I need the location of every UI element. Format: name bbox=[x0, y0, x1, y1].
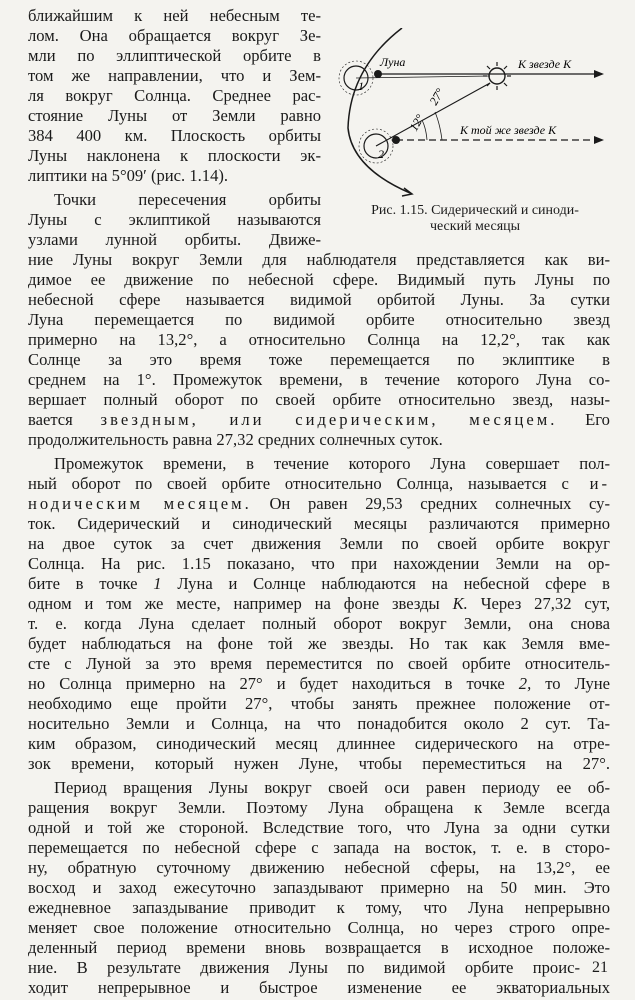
text-line: ток. Сидерический и синодический месяцы различаются примерно bbox=[28, 514, 610, 533]
text-span: Его bbox=[585, 410, 610, 429]
figure-sidereal-synodic bbox=[330, 28, 620, 208]
text-span: но Солнца примерно на 27° и будет находиться в точке bbox=[28, 674, 505, 693]
text-line: будет наблюдаться на фоне той же звезды. Но так как Земля вме- bbox=[28, 634, 610, 653]
text-line: сте с Луной за это время переместится по своей орбите относитель- bbox=[28, 654, 610, 673]
text-line: Луна перемещается по видимой орбите относительно звезд bbox=[28, 310, 610, 329]
text-line bbox=[28, 410, 610, 430]
text-line bbox=[28, 474, 610, 494]
term-sidereal-month: звездным, или сидерическим, месяцем. bbox=[100, 410, 558, 429]
text-line: небесной сфере называется видимой орбитой Луны. За сутки bbox=[28, 290, 610, 309]
to-same-star-label: К той же звезде К bbox=[460, 123, 557, 137]
sun-icon bbox=[489, 68, 505, 84]
text-line: ким образом, синодический месяц длиннее сидерического на отре- bbox=[28, 734, 610, 753]
text-line: димое ее движение по небесной сфере. Видимый путь Луны по bbox=[28, 270, 610, 289]
text-line: ежедневное запаздывание приводит к тому, что Луна непрерывно bbox=[28, 898, 610, 917]
text-line: ну, обратную суточному движению небесной сферы, на 13,2°, ее bbox=[28, 858, 610, 877]
text-line: Точки пересечения орбиты bbox=[54, 190, 321, 209]
text-span: бите в точке bbox=[28, 574, 138, 593]
text-span: Через 27,32 сут, bbox=[480, 594, 610, 613]
text-line: носительно Земли и Солнца, на что понадобится около 2 сут. Та- bbox=[28, 714, 610, 733]
text-line: среднем на 1°. Промежуток времени, в течение которого Луна со- bbox=[28, 370, 610, 389]
caption-line-1: Рис. 1.15. Сидерический и синоди- bbox=[371, 203, 579, 218]
text-line: стояние Луны от Земли равно bbox=[28, 106, 321, 125]
caption-line-2: ческий месяцы bbox=[429, 219, 521, 234]
to-star-label: К звезде К bbox=[518, 57, 572, 71]
figure-caption bbox=[340, 203, 610, 235]
text-line bbox=[28, 574, 610, 594]
text-line: вершает полный оборот по своей орбите относительно звезд, назы- bbox=[28, 390, 610, 409]
text-line: Солнце за это время тоже перемещается по эклиптике в bbox=[28, 350, 610, 369]
text-span: одном и том же месте, например на фоне звезды bbox=[28, 594, 440, 613]
text-span: ный оборот по своей орбите относительно Солнца, называется bbox=[28, 474, 547, 493]
term-synodic-month: нодическим месяцем. bbox=[28, 494, 252, 513]
text-line bbox=[28, 494, 610, 514]
text-span: вается bbox=[28, 410, 73, 429]
term-fragment: с и- bbox=[561, 474, 610, 493]
text-line: Промежуток времени, в течение которого Луна совершает пол- bbox=[54, 454, 610, 473]
text-line: деленный период времени вновь возвращается в исходное положе- bbox=[28, 938, 610, 957]
text-line: примерно на 13,2°, а относительно Солнца на 12,2°, так как bbox=[28, 330, 610, 349]
text-line: необходимо еще пройти 27°, чтобы занять прежнее положение от- bbox=[28, 694, 610, 713]
text-line: ходит непрерывное и быстрое изменение ее экваториальных bbox=[28, 978, 610, 997]
text-line: меняет свое положение относительно Солнца, но через строго опре- bbox=[28, 918, 610, 937]
moon-label: Луна bbox=[380, 55, 406, 69]
angle-12-label: 12° bbox=[406, 111, 428, 134]
text-line: перемещается по небесной сфере с запада на восток, т. е. в сторо- bbox=[28, 838, 610, 857]
text-span: Он равен 29,53 средних солнечных су- bbox=[269, 494, 611, 513]
text-line bbox=[28, 594, 610, 614]
text-line: ние Луны вокруг Земли для наблюдателя представляется как ви- bbox=[28, 250, 610, 269]
text-line: мли по эллиптической орбите в bbox=[28, 46, 321, 65]
text-span: ние. bbox=[28, 958, 58, 977]
text-line: зок времени, который нужен Луне, чтобы переместиться на 27°. bbox=[28, 754, 610, 773]
star-ref: К. bbox=[452, 594, 468, 613]
text-line: Луны наклонена к плоскости эк- bbox=[28, 146, 321, 165]
text-line bbox=[28, 958, 580, 978]
text-line: том же направлении, что и Зем- bbox=[28, 66, 321, 85]
text-line: т. е. когда Луна сделает полный оборот вокруг Земли, она снова bbox=[28, 614, 610, 633]
text-span: В результате движения Луны по видимой орбите проис- bbox=[76, 958, 580, 977]
text-line: на двое суток за счет движения Земли по своей орбите вокруг bbox=[28, 534, 610, 553]
text-line: лом. Она обращается вокруг Зе- bbox=[28, 26, 321, 45]
point-ref: 1 bbox=[153, 574, 162, 593]
page-number: 21 bbox=[592, 959, 608, 976]
text-line: ближайшим к ней небесным те- bbox=[28, 6, 321, 25]
text-line: продолжительность равна 27,32 средних солнечных суток. bbox=[28, 430, 443, 449]
text-line: Солнца. На рис. 1.15 показано, что при нахождении Земли на ор- bbox=[28, 554, 610, 573]
text-line: Период вращения Луны вокруг своей оси равен периоду ее об- bbox=[54, 778, 610, 797]
text-span: то Луне bbox=[545, 674, 610, 693]
point1-label: 1 bbox=[358, 79, 364, 93]
text-line bbox=[28, 674, 610, 694]
text-span: Луна и Солнце наблюдаются на небесной сфере в bbox=[177, 574, 610, 593]
text-line: 384 400 км. Плоскость орбиты bbox=[28, 126, 321, 145]
point-ref: 2, bbox=[518, 674, 532, 693]
text-line: ращения вокруг Земли. Поэтому Луна обращена к Земле всегда bbox=[28, 798, 610, 817]
earth-orbit-arc bbox=[348, 28, 410, 193]
text-line: восход и заход ежесуточно запаздывают примерно на 50 мин. Это bbox=[28, 878, 610, 897]
point2-label: 2 bbox=[378, 147, 384, 161]
text-line: одной и той же стороной. Вследствие того, что Луна за одни сутки bbox=[28, 818, 610, 837]
text-line: узлами лунной орбиты. Движе- bbox=[28, 230, 321, 249]
text-line: липтики на 5°09′ (рис. 1.14). bbox=[28, 166, 229, 185]
text-line: Луны с эклиптикой называются bbox=[28, 210, 321, 229]
text-line: ля вокруг Солнца. Среднее рас- bbox=[28, 86, 321, 105]
angle-27-label: 27° bbox=[426, 85, 448, 108]
